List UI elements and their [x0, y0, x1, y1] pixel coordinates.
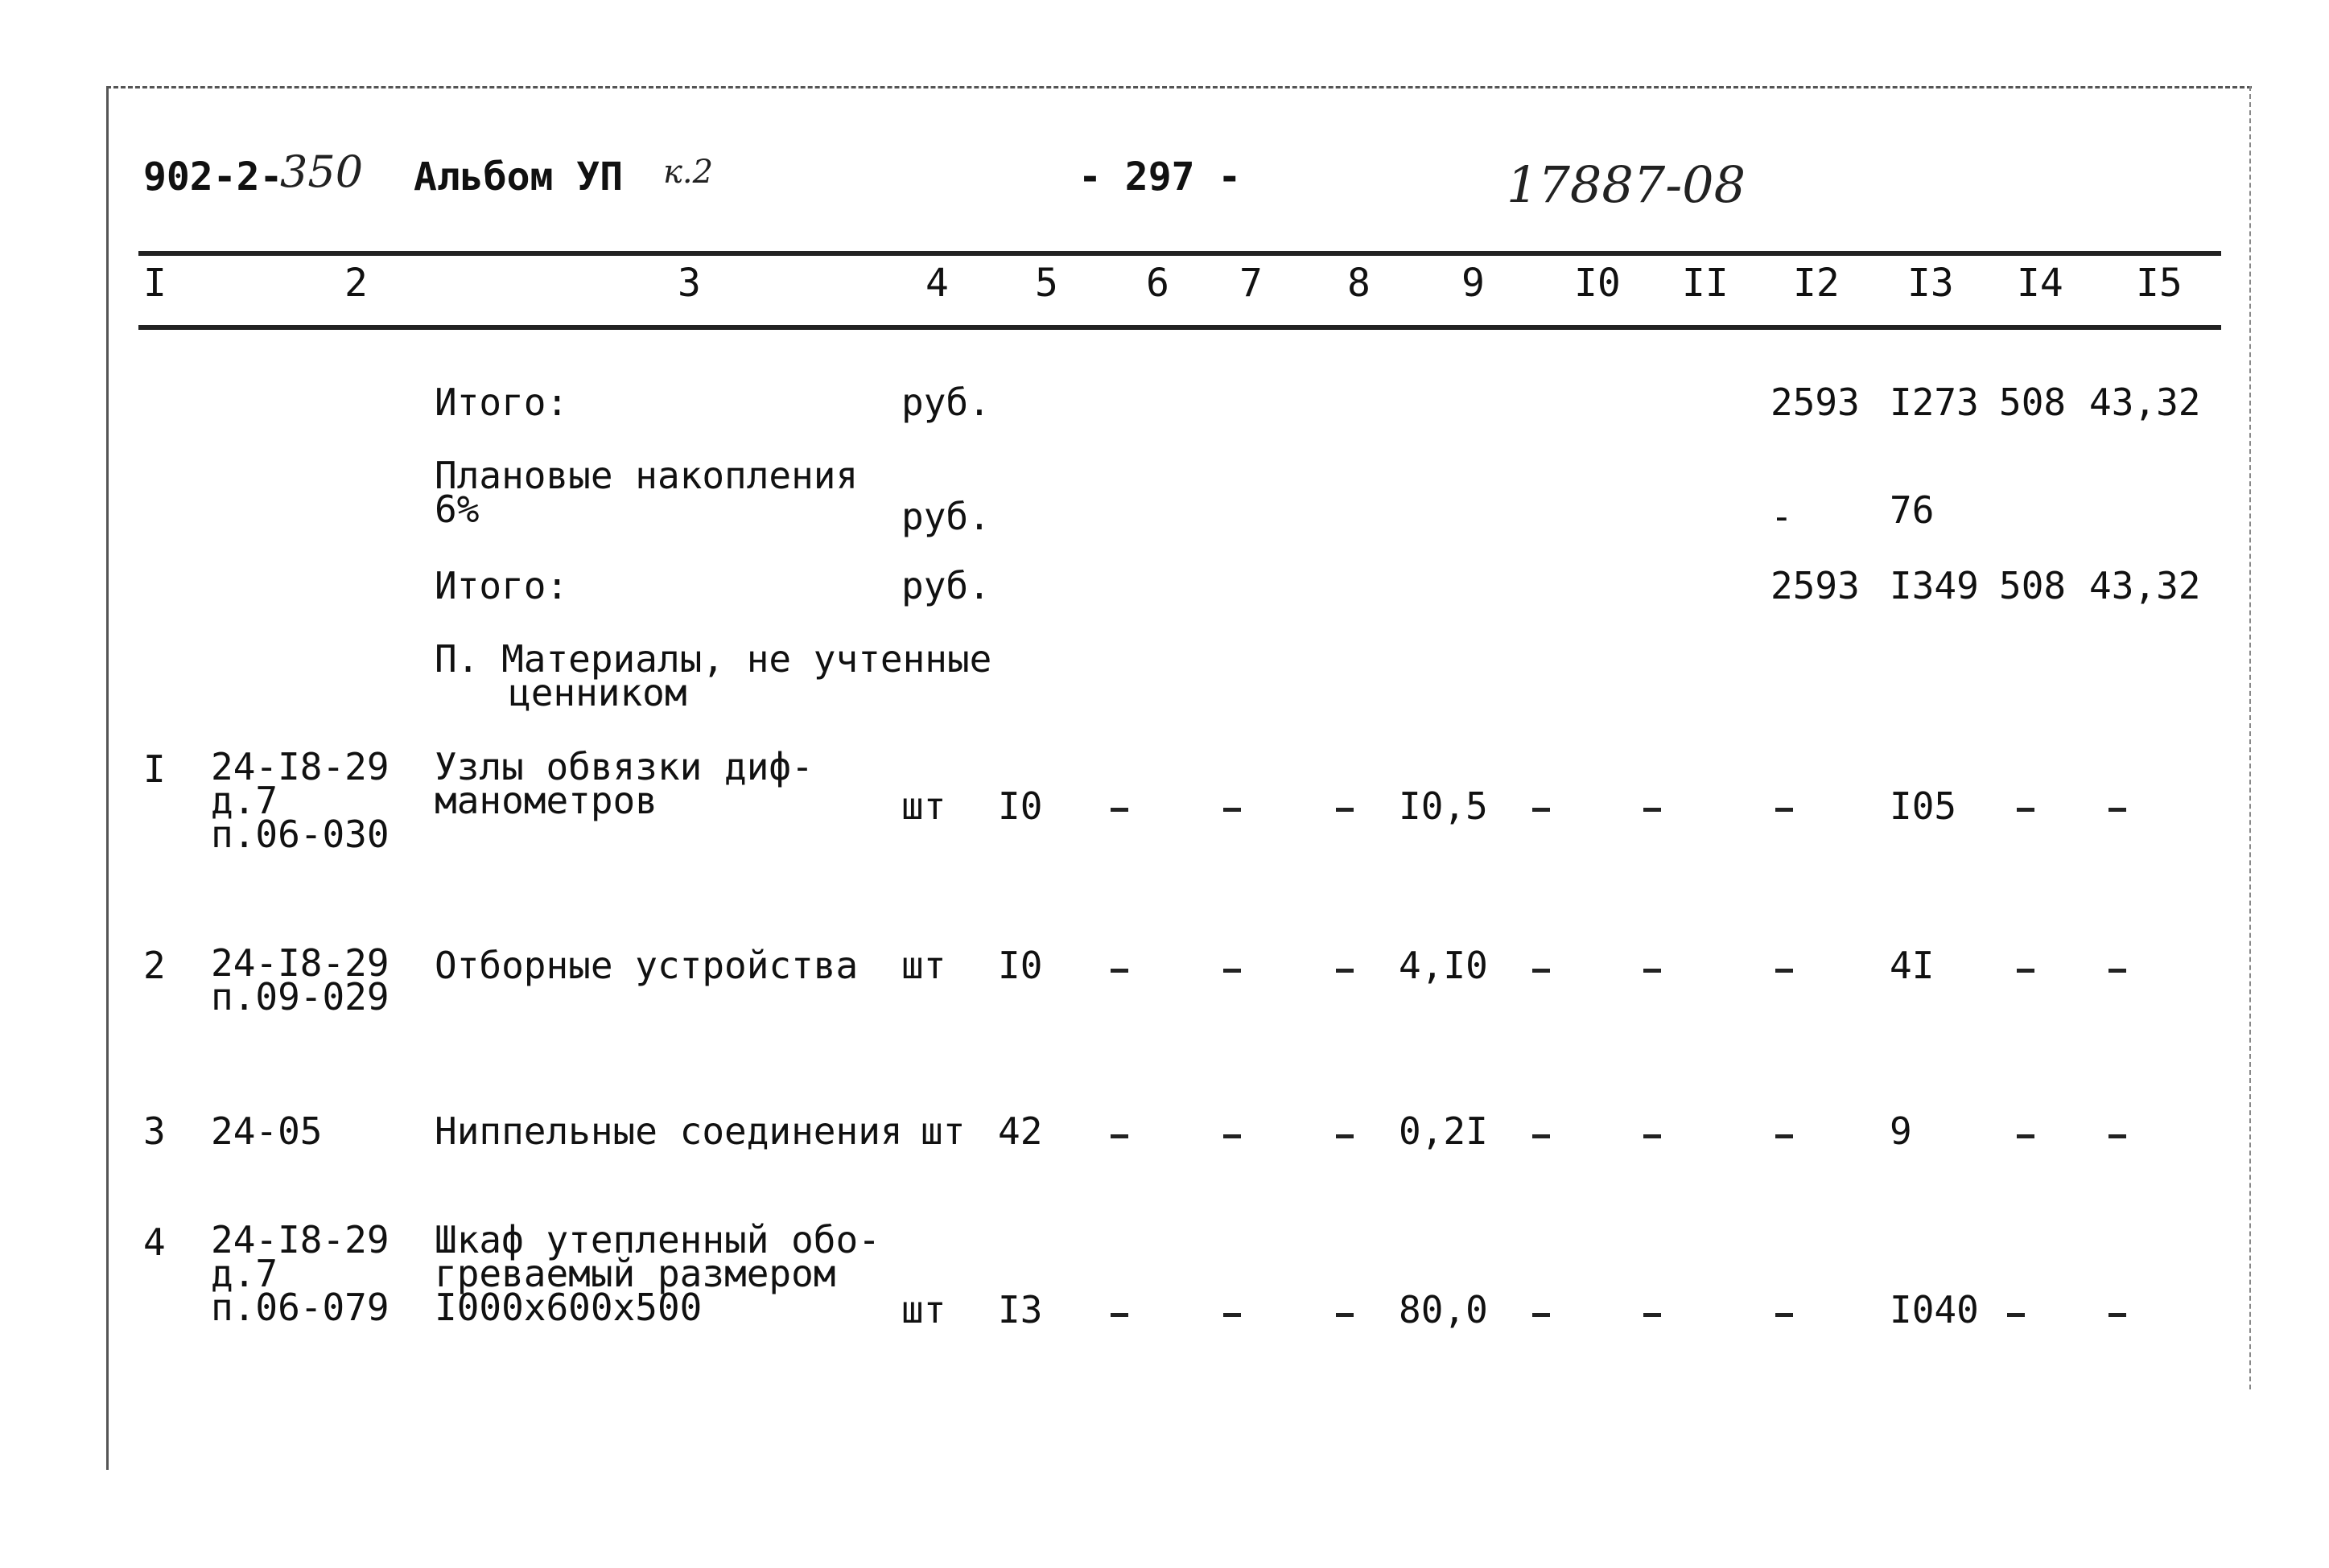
summary-col15: 43,32	[2089, 381, 2201, 424]
column-header-13: I3	[1907, 261, 1954, 306]
row-code-line: п.06-079	[211, 1286, 390, 1329]
total-unit: руб.	[901, 564, 991, 607]
row-number: 3	[143, 1109, 166, 1153]
row-name-line: манометров	[435, 779, 657, 822]
empty-cell-dash	[2017, 1134, 2034, 1138]
empty-cell-dash	[1775, 1134, 1793, 1138]
row-name-line: Узлы обвязки диф-	[435, 745, 814, 788]
total-col12: 2593	[1770, 564, 1860, 607]
empty-cell-dash	[1111, 969, 1128, 973]
empty-cell-dash	[1775, 808, 1793, 812]
section-title-continued: ценником	[509, 671, 687, 714]
empty-cell-dash	[2007, 1313, 2025, 1317]
empty-cell-dash	[1111, 808, 1128, 812]
empty-cell-dash	[1532, 1313, 1550, 1317]
empty-cell-dash	[2108, 1134, 2126, 1138]
frame-left-border	[106, 86, 109, 1470]
row-total: 4I	[1890, 944, 1935, 987]
empty-cell-dash	[1336, 1134, 1354, 1138]
summary-label: Итого:	[435, 381, 569, 424]
album-handwritten-note: к.2	[663, 154, 714, 191]
empty-cell-dash	[2017, 969, 2034, 973]
summary-col14: 508	[1999, 381, 2067, 424]
total-col13: I349	[1890, 564, 1979, 607]
row-code-line: 24-I8-29	[211, 941, 390, 985]
empty-cell-dash	[1223, 1134, 1241, 1138]
row-number: 2	[143, 944, 166, 987]
empty-cell-dash	[1223, 969, 1241, 973]
column-header-3: 3	[678, 261, 701, 306]
empty-cell-dash	[1643, 1134, 1661, 1138]
empty-cell-dash	[2017, 808, 2034, 812]
header-top-rule	[138, 251, 2221, 256]
total-label: Итого:	[435, 564, 569, 607]
planned-savings-col12: -	[1770, 495, 1793, 538]
column-header-10: I0	[1574, 261, 1621, 306]
column-header-7: 7	[1239, 261, 1263, 306]
header-bottom-rule	[138, 325, 2221, 330]
frame-top-border	[106, 86, 2252, 88]
planned-savings-label: Плановые накопления	[435, 454, 859, 497]
row-name-line: I000х600х500	[435, 1286, 703, 1329]
row-unit-price: 80,0	[1399, 1288, 1488, 1331]
row-quantity: I0	[998, 944, 1043, 987]
planned-savings-percent: 6%	[435, 488, 480, 531]
doc-code-prefix: 902-2-	[143, 154, 283, 200]
column-header-5: 5	[1035, 261, 1058, 306]
empty-cell-dash	[1532, 969, 1550, 973]
empty-cell-dash	[1111, 1313, 1128, 1317]
summary-col12: 2593	[1770, 381, 1860, 424]
column-header-14: I4	[2017, 261, 2063, 306]
section-title: П. Материалы, не учтенные	[435, 637, 992, 681]
row-total: I040	[1890, 1288, 1979, 1331]
empty-cell-dash	[1643, 1313, 1661, 1317]
empty-cell-dash	[2108, 808, 2126, 812]
column-header-6: 6	[1146, 261, 1169, 306]
empty-cell-dash	[1223, 1313, 1241, 1317]
registration-number: 17887-08	[1507, 155, 1746, 214]
column-header-15: I5	[2136, 261, 2183, 306]
album-label: Альбом УП	[414, 154, 624, 200]
column-header-9: 9	[1461, 261, 1485, 306]
column-header-1: I	[143, 261, 167, 306]
row-quantity: I0	[998, 784, 1043, 828]
row-total: 9	[1890, 1109, 1912, 1153]
column-header-2: 2	[344, 261, 368, 306]
empty-cell-dash	[2108, 969, 2126, 973]
doc-code-handwritten: 350	[280, 146, 364, 197]
row-name-line: Шкаф утепленный обо-	[435, 1218, 880, 1261]
row-code-line: д.7	[211, 1252, 278, 1295]
row-code-line: 24-I8-29	[211, 1218, 390, 1261]
frame-right-border	[2249, 86, 2251, 1389]
row-code-line: 24-I8-29	[211, 745, 390, 788]
total-col14: 508	[1999, 564, 2067, 607]
total-col15: 43,32	[2089, 564, 2201, 607]
planned-savings-col13: 76	[1890, 488, 1935, 532]
empty-cell-dash	[1223, 808, 1241, 812]
empty-cell-dash	[1336, 1313, 1354, 1317]
empty-cell-dash	[1111, 1134, 1128, 1138]
page-number: - 297 -	[1078, 154, 1242, 200]
row-quantity: 42	[998, 1109, 1043, 1153]
column-header-4: 4	[925, 261, 949, 306]
row-number: 4	[143, 1220, 166, 1264]
row-unit: шт	[921, 1109, 966, 1153]
empty-cell-dash	[1336, 808, 1354, 812]
empty-cell-dash	[1336, 969, 1354, 973]
row-unit-price: I0,5	[1399, 784, 1488, 828]
row-number: I	[143, 747, 166, 791]
row-unit-price: 0,2I	[1399, 1109, 1488, 1153]
empty-cell-dash	[2108, 1313, 2126, 1317]
empty-cell-dash	[1643, 969, 1661, 973]
row-total: I05	[1890, 784, 1957, 828]
summary-col13: I273	[1890, 381, 1979, 424]
empty-cell-dash	[1532, 1134, 1550, 1138]
empty-cell-dash	[1643, 808, 1661, 812]
row-name-line: Отборные устройства	[435, 944, 859, 987]
row-code-line: п.09-029	[211, 975, 390, 1019]
planned-savings-unit: руб.	[901, 495, 991, 538]
empty-cell-dash	[1775, 969, 1793, 973]
row-quantity: I3	[998, 1288, 1043, 1331]
row-name-line: греваемый размером	[435, 1252, 836, 1295]
empty-cell-dash	[1532, 808, 1550, 812]
row-code-line: 24-05	[211, 1109, 323, 1153]
row-unit: шт	[901, 1288, 946, 1331]
row-unit: шт	[901, 944, 946, 987]
row-unit-price: 4,I0	[1399, 944, 1488, 987]
column-header-12: I2	[1793, 261, 1840, 306]
column-header-11: II	[1682, 261, 1729, 306]
row-code-line: д.7	[211, 779, 278, 822]
row-name-line: Ниппельные соединения	[435, 1109, 903, 1153]
summary-unit: руб.	[901, 381, 991, 424]
empty-cell-dash	[1775, 1313, 1793, 1317]
row-code-line: п.06-030	[211, 813, 390, 856]
column-header-8: 8	[1347, 261, 1371, 306]
row-unit: шт	[901, 784, 946, 828]
